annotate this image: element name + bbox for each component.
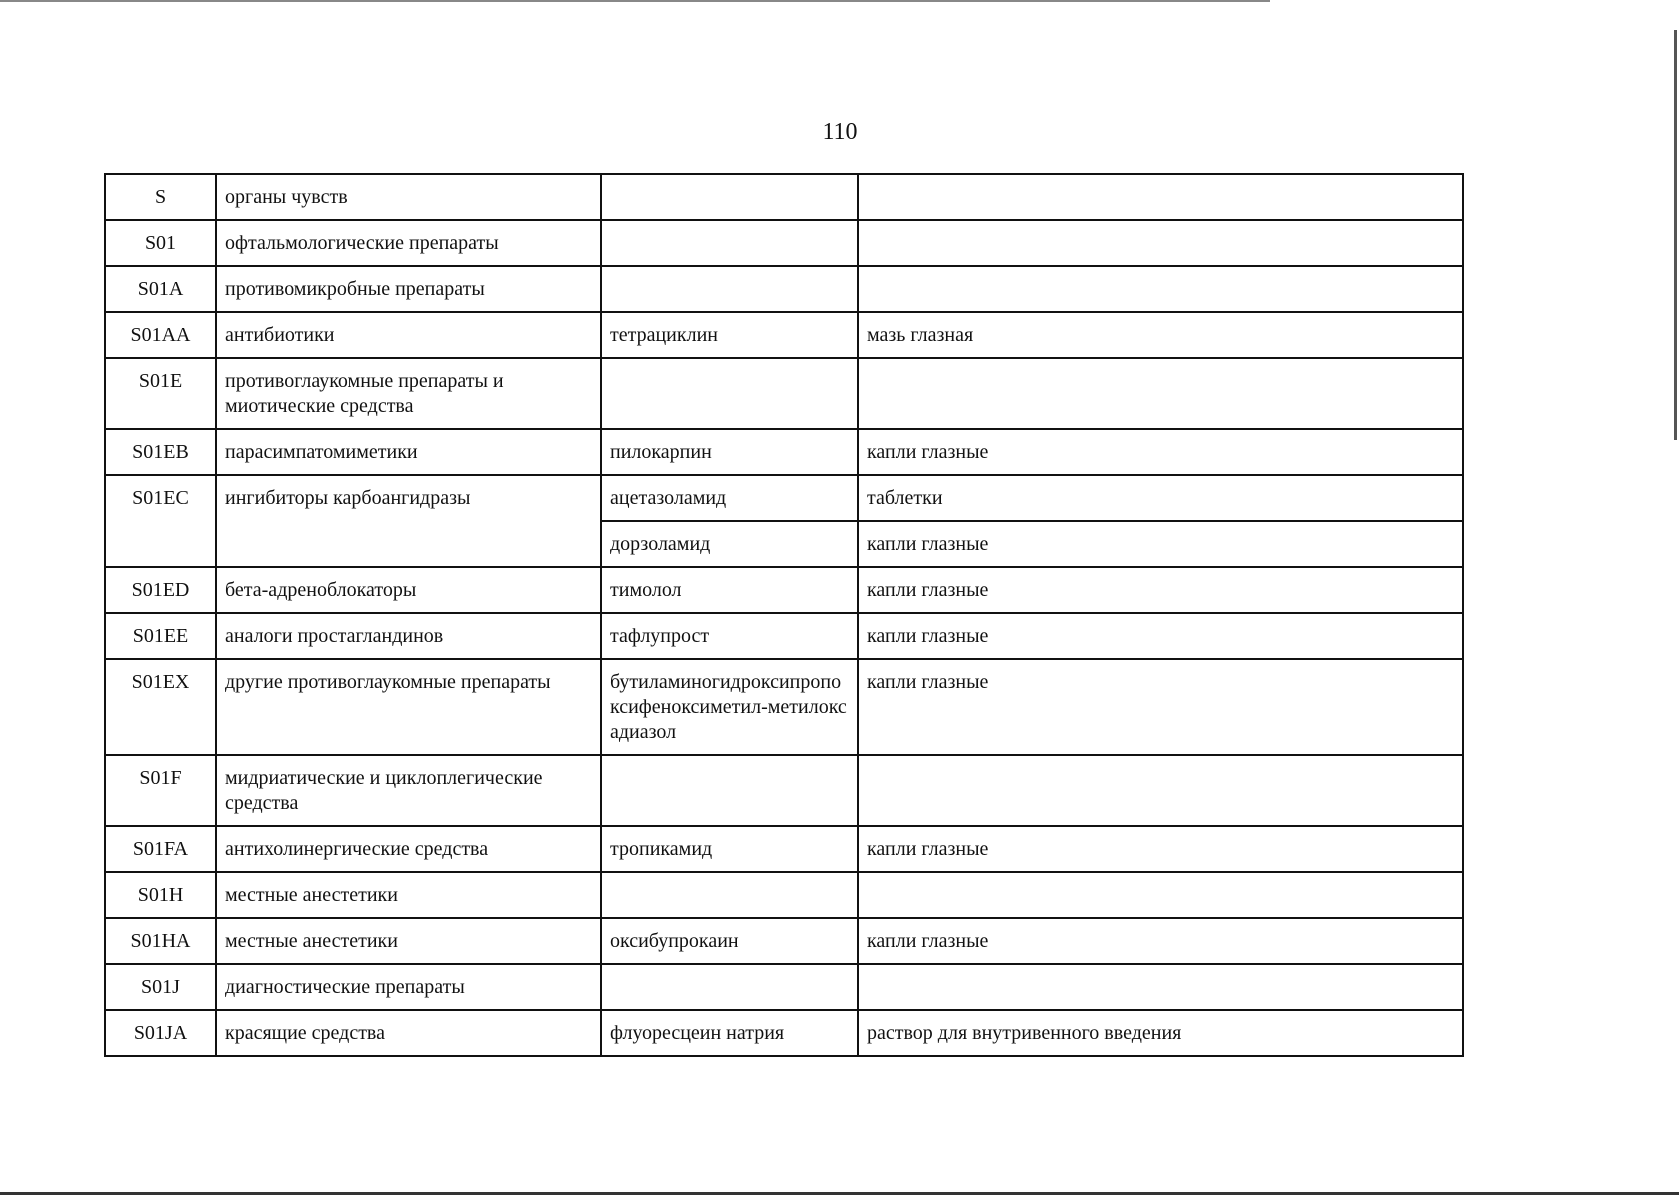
atc-code: S01 <box>105 220 216 266</box>
dosage-form <box>858 358 1463 429</box>
scan-edge-top <box>0 0 1270 2</box>
table-row <box>105 266 1463 312</box>
dosage-form <box>858 872 1463 918</box>
anatomical-group: противоглаукомные препараты и миотические средства <box>216 358 601 429</box>
dosage-form <box>858 964 1463 1010</box>
anatomical-group: антихолинергические средства <box>216 826 601 872</box>
atc-code: S01H <box>105 872 216 918</box>
dosage-form: таблетки <box>858 475 1463 521</box>
atc-code: S01HA <box>105 918 216 964</box>
atc-drug-table <box>104 173 1464 1057</box>
anatomical-group: мидриатические и циклоплегические средства <box>216 755 601 826</box>
drug-name: оксибупрокаин <box>601 918 858 964</box>
drug-name: тафлупрост <box>601 613 858 659</box>
atc-code: S01FA <box>105 826 216 872</box>
table-row <box>105 826 1463 872</box>
drug-name <box>601 174 858 220</box>
table-row <box>105 918 1463 964</box>
drug-name: бутиламиногидроксипропоксифеноксиметил-метилоксадиазол <box>601 659 858 755</box>
drug-name: тетрациклин <box>601 312 858 358</box>
atc-code: S01A <box>105 266 216 312</box>
page-number: 110 <box>822 119 858 145</box>
table-row <box>105 220 1463 266</box>
anatomical-group: офтальмологические препараты <box>216 220 601 266</box>
drug-name: дорзоламид <box>601 521 858 567</box>
drug-name: тропикамид <box>601 826 858 872</box>
atc-code: S01EE <box>105 613 216 659</box>
dosage-form: капли глазные <box>858 429 1463 475</box>
dosage-form <box>858 220 1463 266</box>
drug-name <box>601 755 858 826</box>
anatomical-group: органы чувств <box>216 174 601 220</box>
dosage-form: капли глазные <box>858 918 1463 964</box>
dosage-form: капли глазные <box>858 659 1463 755</box>
table-row <box>105 429 1463 475</box>
dosage-form <box>858 755 1463 826</box>
anatomical-group: красящие средства <box>216 1010 601 1056</box>
drug-name: флуоресцеин натрия <box>601 1010 858 1056</box>
anatomical-group: антибиотики <box>216 312 601 358</box>
anatomical-group: аналоги простагландинов <box>216 613 601 659</box>
dosage-form: раствор для внутривенного введения <box>858 1010 1463 1056</box>
atc-code: S01F <box>105 755 216 826</box>
anatomical-group: парасимпатомиметики <box>216 429 601 475</box>
table-row <box>105 312 1463 358</box>
dosage-form: мазь глазная <box>858 312 1463 358</box>
anatomical-group: другие противоглаукомные препараты <box>216 659 601 755</box>
table-row <box>105 659 1463 755</box>
atc-code: S01J <box>105 964 216 1010</box>
drug-name <box>601 266 858 312</box>
anatomical-group: ингибиторы карбоангидразы <box>216 475 601 567</box>
drug-name <box>601 872 858 918</box>
anatomical-group: местные анестетики <box>216 918 601 964</box>
table-row <box>105 964 1463 1010</box>
dosage-form: капли глазные <box>858 613 1463 659</box>
table-row <box>105 755 1463 826</box>
table-row <box>105 358 1463 429</box>
drug-name: тимолол <box>601 567 858 613</box>
dosage-form: капли глазные <box>858 521 1463 567</box>
atc-code: S01AA <box>105 312 216 358</box>
atc-code: S <box>105 174 216 220</box>
anatomical-group: бета-адреноблокаторы <box>216 567 601 613</box>
drug-name <box>601 358 858 429</box>
dosage-form <box>858 266 1463 312</box>
anatomical-group: противомикробные препараты <box>216 266 601 312</box>
dosage-form <box>858 174 1463 220</box>
atc-code: S01EC <box>105 475 216 567</box>
drug-name: пилокарпин <box>601 429 858 475</box>
atc-code: S01E <box>105 358 216 429</box>
table-row <box>105 1010 1463 1056</box>
table-row <box>105 613 1463 659</box>
drug-name <box>601 220 858 266</box>
anatomical-group: диагностические препараты <box>216 964 601 1010</box>
dosage-form: капли глазные <box>858 567 1463 613</box>
anatomical-group: местные анестетики <box>216 872 601 918</box>
drug-name <box>601 964 858 1010</box>
table-row <box>105 174 1463 220</box>
scan-edge-right <box>1674 30 1677 440</box>
atc-code: S01ED <box>105 567 216 613</box>
table-row <box>105 567 1463 613</box>
table-row <box>105 872 1463 918</box>
drug-name: ацетазоламид <box>601 475 858 521</box>
scan-edge-bottom <box>0 1192 1679 1195</box>
dosage-form: капли глазные <box>858 826 1463 872</box>
atc-code: S01EB <box>105 429 216 475</box>
atc-code: S01EX <box>105 659 216 755</box>
table-row <box>105 475 1463 521</box>
atc-code: S01JA <box>105 1010 216 1056</box>
